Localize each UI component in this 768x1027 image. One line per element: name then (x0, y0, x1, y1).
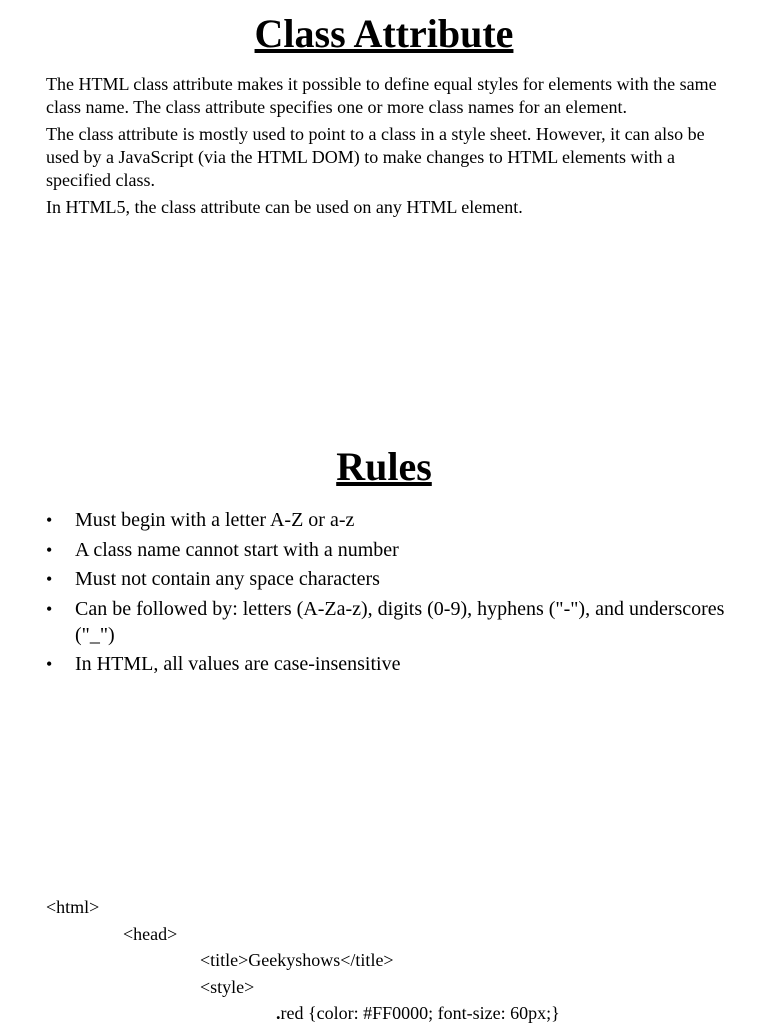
bullet-icon: • (46, 598, 53, 619)
code-example (46, 894, 736, 1027)
code-line-title: <title>Geekyshows</title> (200, 950, 394, 970)
code-dot: . (276, 1003, 281, 1023)
code-line-head-open: <head> (123, 923, 178, 944)
rule-item (46, 596, 726, 648)
code-line-html-open: <html> (46, 897, 100, 917)
rule-text: Can be followed by: letters (A-Za-z), digits (0-9), hyphens ("-"), and underscores ("_") (75, 597, 725, 646)
bullet-icon: • (46, 539, 53, 560)
rule-text: Must begin with a letter A-Z or a-z (75, 509, 355, 531)
intro-paragraph-2: The class attribute is mostly used to point to a class in a style sheet. However, it can also be used by a JavaScript (via the HTML DOM) to make changes to HTML elements with a specified class. (46, 124, 705, 190)
rule-item (46, 566, 726, 592)
code-line-style-open: <style> (200, 976, 255, 997)
code-line-red-rule (46, 1000, 736, 1027)
bullet-icon: • (46, 510, 53, 530)
intro-paragraph-3: In HTML5, the class attribute can be used on any HTML element. (46, 197, 523, 217)
bullet-icon: • (46, 569, 53, 589)
rule-item (46, 651, 726, 677)
rule-item (46, 537, 726, 563)
code-red-rule-text: red {color: #FF0000; font-size: 60px;} (280, 1003, 560, 1023)
rules-list (46, 507, 726, 681)
bullet-icon: • (46, 654, 53, 674)
intro-paragraph-1: The HTML class attribute makes it possible to define equal styles for elements with the same class name. The class attribute specifies one or more class names for an element. (46, 74, 717, 117)
intro-section (46, 73, 736, 223)
rule-text: In HTML, all values are case-insensitive (75, 653, 401, 675)
page-title: Class Attribute (254, 11, 514, 56)
rule-item (46, 507, 726, 533)
rule-text: A class name cannot start with a number (75, 538, 399, 561)
rules-heading: Rules (336, 444, 432, 489)
rule-text: Must not contain any space characters (75, 568, 380, 590)
